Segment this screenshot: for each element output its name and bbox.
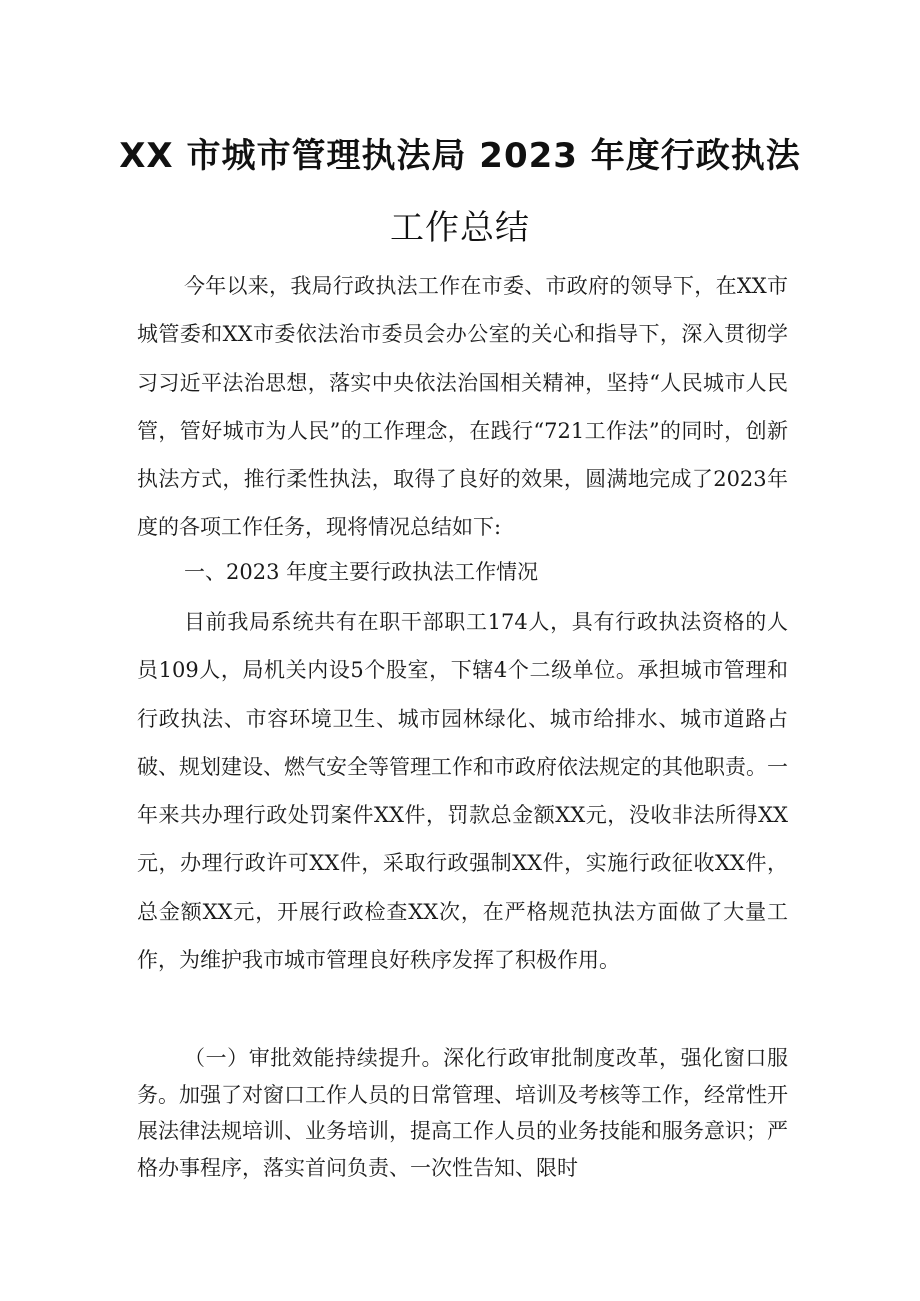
document-title-line-2: 工作总结 [390,208,530,248]
approval-efficiency-paragraph: （一）审批效能持续提升。深化行政审批制度改革，强化窗口服务。加强了对窗口工作人员的日常管理、培训及考核等工作，经常性开展法律法规培训、业务培训，提高工作人员的业务技能和服务意识；严格办事程序，落实首问负责、一次性告知、限时 [137,1046,788,1180]
staff-overview-paragraph: 目前我局系统共有在职干部职工174人，具有行政执法资格的人员109人，局机关内设5个股室，下辖4个二级单位。承担城市管理和行政执法、市容环境卫生、城市园林绿化、城市给排水、城市道路占破、规划建设、燃气安全等管理工作和市政府依法规定的其他职责。一年来共办理行政处罚案件XX件，罚款总金额XX元，没收非法所得XX元，办理行政许可XX件，采取行政强制XX件，实施行政征收XX件，总金额XX元，开展行政检查XX次，在严格规范执法方面做了大量工作，为维护我市城市管理良好秩序发挥了积极作用。 [137,610,788,973]
intro-paragraph: 今年以来，我局行政执法工作在市委、市政府的领导下，在XX市城管委和XX市委依法治市委员会办公室的关心和指导下，深入贯彻学习习近平法治思想，落实中央依法治国相关精神，坚持“人民城市人民管，管好城市为人民”的工作理念，在践行“721工作法”的同时，创新执法方式，推行柔性执法，取得了良好的效果，圆满地完成了2023年度的各项工作任务，现将情况总结如下: [137,274,788,540]
section-heading-1: 一、2023 年度主要行政执法工作情况 [184,560,539,584]
document-title-line-1: XX 市城市管理执法局 2023 年度行政执法 [119,136,801,176]
